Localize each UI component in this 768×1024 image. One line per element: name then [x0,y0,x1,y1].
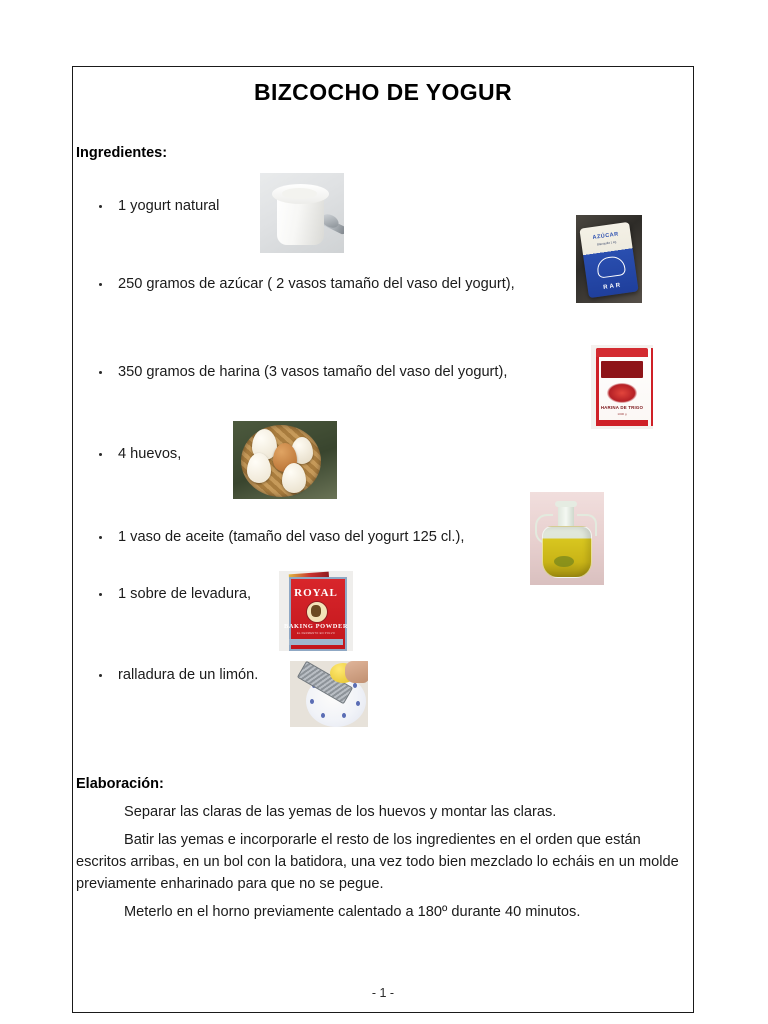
flour-bag-burst-icon [607,383,637,403]
ingredient-label: 1 yogurt natural [118,198,220,214]
baking-powder-fineprint: EL FERMENTO EN POLVO [296,632,336,635]
preparation-paragraph: Batir las yemas e incorporarle el resto de los ingredientes en el orden que están escritos arribas, en un bol con la batidora, una vez todo bien mezclado lo echáis en un molde previamente enharinado para que no se pegue. [76,832,679,892]
sugar-bag-label: AZÚCAR [592,231,620,242]
olive-icon [554,556,574,567]
baking-powder-brand: ROYAL [294,587,338,599]
flour-bag-sublabel: 1000 g [617,412,627,416]
list-item [99,586,659,606]
ingredients-heading: Ingredientes: [76,145,168,161]
document-page [72,66,694,1013]
box-foot-icon [289,639,343,645]
preparation-heading: Elaboración: [76,776,164,792]
sugar-bag-icon [579,222,638,298]
ingredient-label: 250 gramos de azúcar ( 2 vasos tamaño del vaso del yogurt), [118,276,515,292]
preparation-paragraph: Separar las claras de las yemas de los huevos y montar las claras. [124,804,557,820]
flour-bag-bottom-icon [596,420,648,426]
plate-pattern-icon [310,699,314,704]
list-item [99,446,659,466]
bullet-icon [99,593,102,596]
ingredient-label: 1 sobre de levadura, [118,586,252,602]
eggs-basket-photo [233,421,337,499]
list-item [99,276,659,296]
ingredient-label: 350 gramos de harina (3 vasos tamaño del vaso del yogurt), [118,364,508,380]
plate-pattern-icon [342,713,346,718]
bullet-icon [99,674,102,677]
cruet-lip-icon [555,501,577,507]
flour-bag-label: HARINA DE TRIGO [600,405,644,410]
preparation-paragraph: Meterlo en el horno previamente calentado a 180º durante 40 minutos. [124,904,581,920]
royal-seal-figure-icon [311,605,321,617]
egg-icon [282,463,306,493]
list-item [99,198,659,218]
plate-pattern-icon [356,701,360,706]
sugar-bag-brand: RAR [602,282,623,292]
hand-icon [345,661,368,683]
flour-bag-top-icon [596,348,648,357]
preparation-body [76,801,692,929]
list-item [99,667,659,687]
plate-pattern-icon [353,683,357,688]
yogurt-cup-photo [260,173,344,253]
sugar-bag-photo [576,215,642,303]
bullet-icon [99,371,102,374]
baking-powder-photo [279,571,353,651]
page-number: - 1 - [371,986,395,1000]
list-item [99,364,659,384]
sugar-bag-sublabel: Blanquilla 1 kg [596,239,617,247]
bullet-icon [99,536,102,539]
ingredient-label: 4 huevos, [118,446,182,462]
plate-pattern-icon [321,713,325,718]
flour-bag-photo [591,345,653,429]
page-title: BIZCOCHO DE YOGUR [253,79,513,105]
bullet-icon [99,453,102,456]
bullet-icon [99,205,102,208]
yogurt-lid-inner-icon [282,188,317,199]
bullet-icon [99,283,102,286]
flour-bag-crest-icon [601,361,643,378]
egg-icon [247,453,271,483]
lemon-zest-photo [290,661,368,727]
cruet-body-icon [542,526,592,578]
oil-cruet-photo [530,492,604,585]
elephant-logo-icon [596,255,627,279]
ingredient-label: 1 vaso de aceite (tamaño del vaso del yogurt 125 cl.), [118,529,465,545]
ingredient-label: ralladura de un limón. [118,667,259,683]
baking-powder-label: BAKING POWDER [283,623,349,630]
